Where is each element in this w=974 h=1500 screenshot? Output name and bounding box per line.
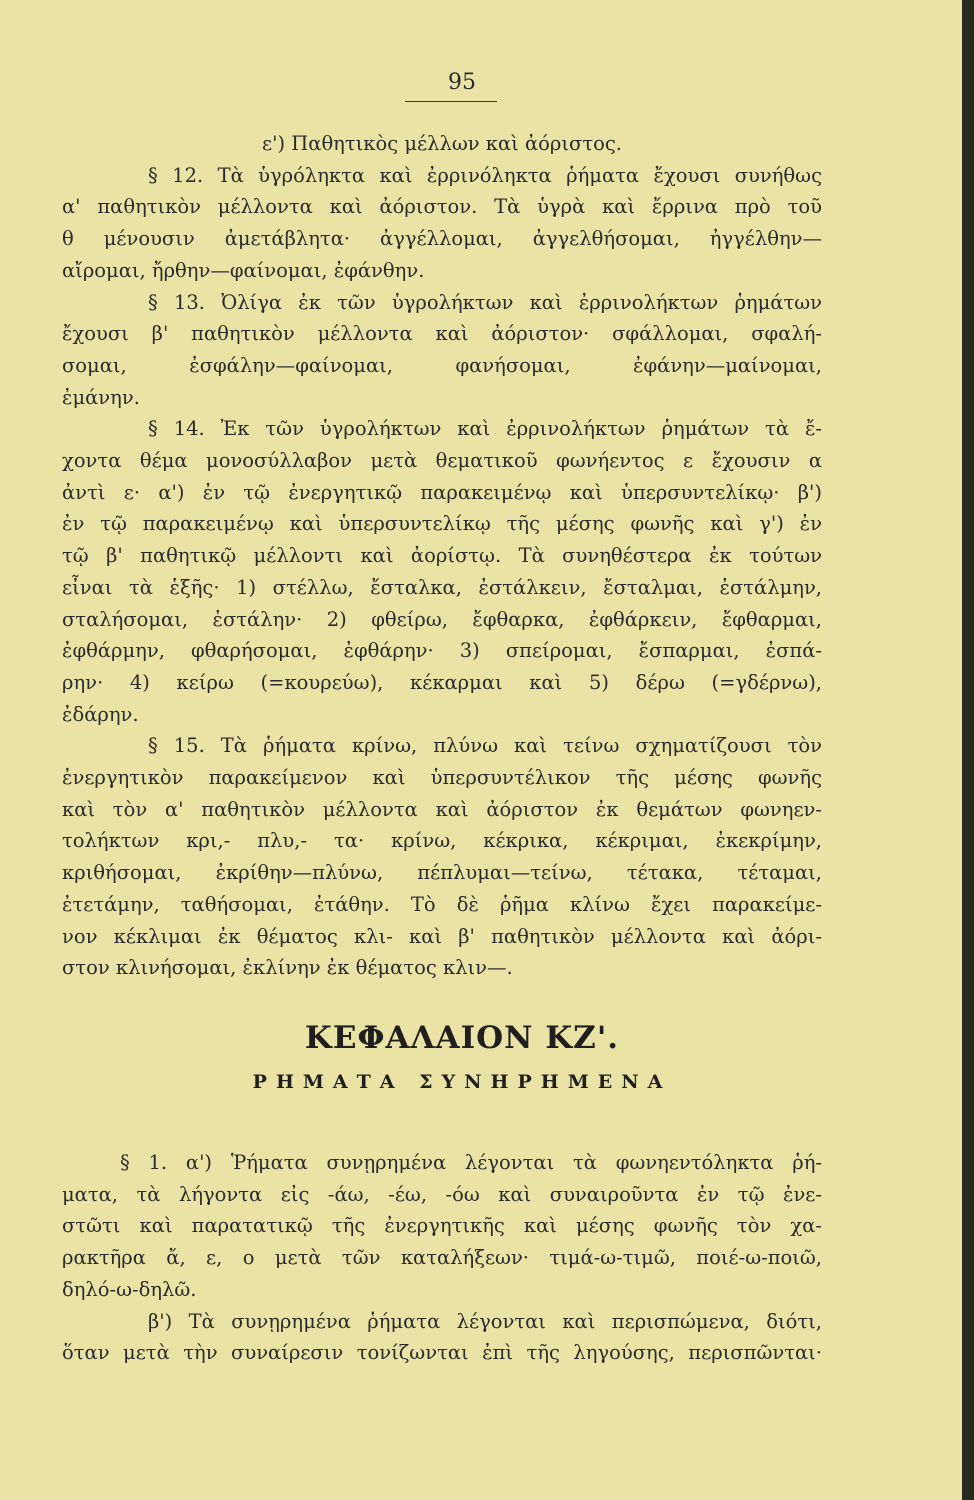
paragraph-14-line: ἀντὶ ε· α') ἐν τῷ ἐνεργητικῷ παρακειμένῳ καὶ ὑπερσυντελίκῳ· β'): [62, 480, 822, 504]
paragraph-12-line: § 12. Τὰ ὑγρόληκτα καὶ ἐρρινόληκτα ῥήματα ἔχουσι συνήθως: [148, 163, 822, 187]
paragraph-13-line: ἐμάνην.: [62, 385, 140, 409]
paragraph-1a-line: ρακτῆρα ἄ, ε, ο μετὰ τῶν καταλήξεων· τιμά-ω-τιμῶ, ποιέ-ω-ποιῶ,: [62, 1246, 822, 1270]
paragraph-15-line: κριθήσομαι, ἐκρίθην—πλύνω, πέπλυμαι—τείνω, τέτακα, τέταμαι,: [62, 861, 822, 885]
paragraph-1a-line: στῶτι καὶ παρατατικῷ τῆς ἐνεργητικῆς καὶ μέσης φωνῆς τὸν χα-: [62, 1214, 822, 1238]
paragraph-1a-line: ματα, τὰ λήγοντα εἰς -άω, -έω, -όω καὶ συναιροῦντα ἐν τῷ ἐνε-: [62, 1182, 822, 1206]
page-number: 95: [448, 70, 476, 95]
paragraph-15-line: τολήκτων κρι,- πλυ,- τα· κρίνω, κέκρικα, κέκριμαι, ἐκεκρίμην,: [62, 829, 822, 853]
section-heading: ε') Παθητικὸς μέλλων καὶ ἀόριστος.: [262, 132, 622, 155]
chapter-subtitle: ΡΗΜΑΤΑ ΣΥΝΗΡΗΜΕΝΑ: [252, 1071, 672, 1093]
chapter-title: ΚΕΦΑΛΑΙΟΝ ΚΖ'.: [304, 1020, 620, 1056]
text-block-lower: [62, 1147, 822, 1369]
paragraph-13-line: σομαι, ἐσφάλην—φαίνομαι, φανήσομαι, ἐφάνην—μαίνομαι,: [62, 353, 822, 377]
paragraph-1a-line: δηλό-ω-δηλῶ.: [62, 1277, 197, 1301]
page-number-rule: [405, 101, 497, 102]
paragraph-14-line: § 14. Ἐκ τῶν ὑγρολήκτων καὶ ἐρρινολήκτων ῥημάτων τὰ ἔ-: [148, 417, 822, 441]
paragraph-14-line: ἐν τῷ παρακειμένῳ καὶ ὑπερσυντελίκῳ τῆς μέσης φωνῆς καὶ γ') ἐν: [62, 512, 822, 536]
paragraph-1b-line: β') Τὰ συνῃρημένα ῥήματα λέγονται καὶ περισπώμενα, διότι,: [148, 1309, 822, 1333]
paragraph-14-line: ἐφθάρμην, φθαρήσομαι, ἐφθάρην· 3) σπείρομαι, ἔσπαρμαι, ἐσπά-: [62, 639, 822, 663]
paragraph-14-line: σταλήσομαι, ἐστάλην· 2) φθείρω, ἔφθαρκα, ἐφθάρκειν, ἔφθαρμαι,: [62, 607, 822, 631]
paragraph-14-line: ρην· 4) κείρω (=κουρεύω), κέκαρμαι καὶ 5) δέρω (=γδέρνω),: [62, 670, 822, 694]
paragraph-14-line: χοντα θέμα μονοσύλλαβον μετὰ θεματικοῦ φωνήεντος ε ἔχουσιν α: [62, 449, 822, 473]
paragraph-12-line: αἴρομαι, ἤρθην—φαίνομαι, ἐφάνθην.: [62, 258, 425, 282]
paragraph-15-line: στον κλινήσομαι, ἐκλίνην ἐκ θέματος κλιν—.: [62, 956, 513, 980]
paragraph-15-line: ἐνεργητικὸν παρακείμενον καὶ ὑπερσυντέλικον τῆς μέσης φωνῆς: [62, 766, 822, 790]
paragraph-1b-line: ὅταν μετὰ τὴν συναίρεσιν τονίζωνται ἐπὶ τῆς ληγούσης, περισπῶνται·: [62, 1341, 822, 1365]
page-edge-shadow: [962, 0, 974, 1500]
paragraph-12-line: θ μένουσιν ἀμετάβλητα· ἀγγέλλομαι, ἀγγελθήσομαι, ἠγγέλθην—: [62, 227, 822, 251]
paragraph-15-line: καὶ τὸν α' παθητικὸν μέλλοντα καὶ ἀόριστον ἐκ θεμάτων φωνηεν-: [62, 797, 822, 821]
paragraph-15-line: ἐτετάμην, ταθήσομαι, ἐτάθην. Τὸ δὲ ῥῆμα κλίνω ἔχει παρακείμε-: [62, 892, 822, 916]
paragraph-15-line: § 15. Τὰ ῥήματα κρίνω, πλύνω καὶ τείνω σχηματίζουσι τὸν: [148, 734, 822, 758]
paragraph-12-line: α' παθητικὸν μέλλοντα καὶ ἀόριστον. Τὰ ὑγρὰ καὶ ἔρρινα πρὸ τοῦ: [62, 195, 822, 219]
paragraph-15-line: νον κέκλιμαι ἐκ θέματος κλι- καὶ β' παθητικὸν μέλλοντα καὶ ἀόρι-: [62, 924, 822, 948]
paragraph-13-line: § 13. Ὀλίγα ἐκ τῶν ὑγρολήκτων καὶ ἐρρινολήκτων ῥημάτων: [148, 290, 822, 314]
paragraph-1a-line: § 1. α') Ῥήματα συνῃρημένα λέγονται τὰ φωνηεντόληκτα ῥή-: [120, 1151, 822, 1174]
paragraph-14-line: εἶναι τὰ ἑξῆς· 1) στέλλω, ἔσταλκα, ἐστάλκειν, ἔσταλμαι, ἐστάλμην,: [62, 575, 822, 599]
paragraph-14-line: ἐδάρην.: [62, 702, 139, 726]
paragraph-14-line: τῷ β' παθητικῷ μέλλοντι καὶ ἀορίστῳ. Τὰ συνηθέστερα ἐκ τούτων: [62, 544, 822, 568]
text-block-upper: [62, 128, 822, 984]
paragraph-13-line: ἔχουσι β' παθητικὸν μέλλοντα καὶ ἀόριστον· σφάλλομαι, σφαλή-: [62, 322, 822, 346]
